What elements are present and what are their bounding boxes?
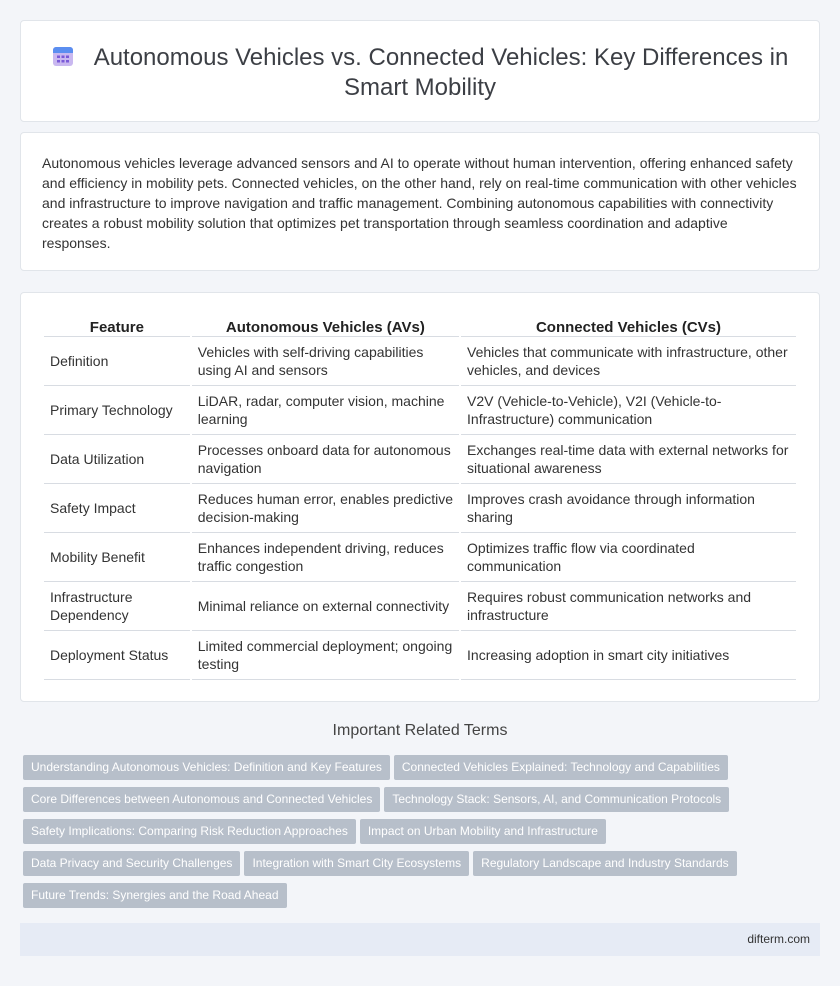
feature-cell: Mobility Benefit [44,533,190,582]
cv-cell: Improves crash avoidance through information sharing [461,484,796,533]
table-row [44,582,796,631]
header-feature: Feature [44,315,190,337]
intro-paragraph: Autonomous vehicles leverage advanced sensors and AI to operate without human intervention, offering enhanced safety and efficiency in mobility pets. Connected vehicles, on the other hand, rely on real-time communication with other vehicles and infrastructure to improve navigation and traffic management. Combining autonomous capabilities with connectivity creates a robust mobility solution that optimizes pet transportation through seamless coordination and adaptive responses. [42,155,797,251]
related-term-tag[interactable]: Future Trends: Synergies and the Road Ahead [23,883,287,908]
comparison-card [20,292,820,702]
av-cell: Processes onboard data for autonomous navigation [192,435,459,484]
related-term-tag[interactable]: Core Differences between Autonomous and Connected Vehicles [23,787,380,812]
feature-cell: Data Utilization [44,435,190,484]
header-cvs: Connected Vehicles (CVs) [461,315,796,337]
related-terms-title: Important Related Terms [332,722,508,739]
table-row [44,337,796,386]
cv-cell: V2V (Vehicle-to-Vehicle), V2I (Vehicle-to-Infrastructure) communication [461,386,796,435]
table-header-row [44,315,796,337]
related-term-tag[interactable]: Understanding Autonomous Vehicles: Definition and Key Features [23,755,390,780]
av-cell: LiDAR, radar, computer vision, machine learning [192,386,459,435]
cv-cell: Optimizes traffic flow via coordinated communication [461,533,796,582]
related-term-tag[interactable]: Integration with Smart City Ecosystems [244,851,469,876]
av-cell: Enhances independent driving, reduces traffic congestion [192,533,459,582]
tag-row [23,883,823,915]
av-cell: Limited commercial deployment; ongoing testing [192,631,459,680]
page-title-wrap [51,43,789,103]
tag-row [23,819,823,851]
av-cell: Vehicles with self-driving capabilities using AI and sensors [192,337,459,386]
feature-cell: Infrastructure Dependency [44,582,190,631]
table-row [44,533,796,582]
cv-cell: Increasing adoption in smart city initiatives [461,631,796,680]
av-cell: Reduces human error, enables predictive decision-making [192,484,459,533]
feature-cell: Primary Technology [44,386,190,435]
tag-row [23,755,823,787]
feature-cell: Safety Impact [44,484,190,533]
header-avs: Autonomous Vehicles (AVs) [192,315,459,337]
footer [20,923,820,956]
av-cell: Minimal reliance on external connectivity [192,582,459,631]
related-term-tag[interactable]: Data Privacy and Security Challenges [23,851,240,876]
feature-cell: Definition [44,337,190,386]
tag-row [23,851,823,883]
cv-cell: Exchanges real-time data with external networks for situational awareness [461,435,796,484]
related-term-tag[interactable]: Impact on Urban Mobility and Infrastructure [360,819,606,844]
related-term-tag[interactable]: Technology Stack: Sensors, AI, and Communication Protocols [384,787,729,812]
related-terms-tags [23,755,823,915]
related-term-tag[interactable]: Safety Implications: Comparing Risk Reduction Approaches [23,819,356,844]
table-row [44,435,796,484]
tag-row [23,787,823,819]
related-term-tag[interactable]: Connected Vehicles Explained: Technology and Capabilities [394,755,728,780]
table-row [44,631,796,680]
intro-card [20,132,820,271]
related-term-tag[interactable]: Regulatory Landscape and Industry Standards [473,851,737,876]
cv-cell: Requires robust communication networks and infrastructure [461,582,796,631]
feature-cell: Deployment Status [44,631,190,680]
table-row [44,484,796,533]
footer-site-link[interactable]: difterm.com [747,932,810,946]
title-card [20,20,820,122]
calendar-grid-icon [52,45,74,67]
comparison-table [42,315,798,680]
table-row [44,386,796,435]
cv-cell: Vehicles that communicate with infrastructure, other vehicles, and devices [461,337,796,386]
page-title: Autonomous Vehicles vs. Connected Vehicles: Key Differences in Smart Mobility [93,44,789,101]
